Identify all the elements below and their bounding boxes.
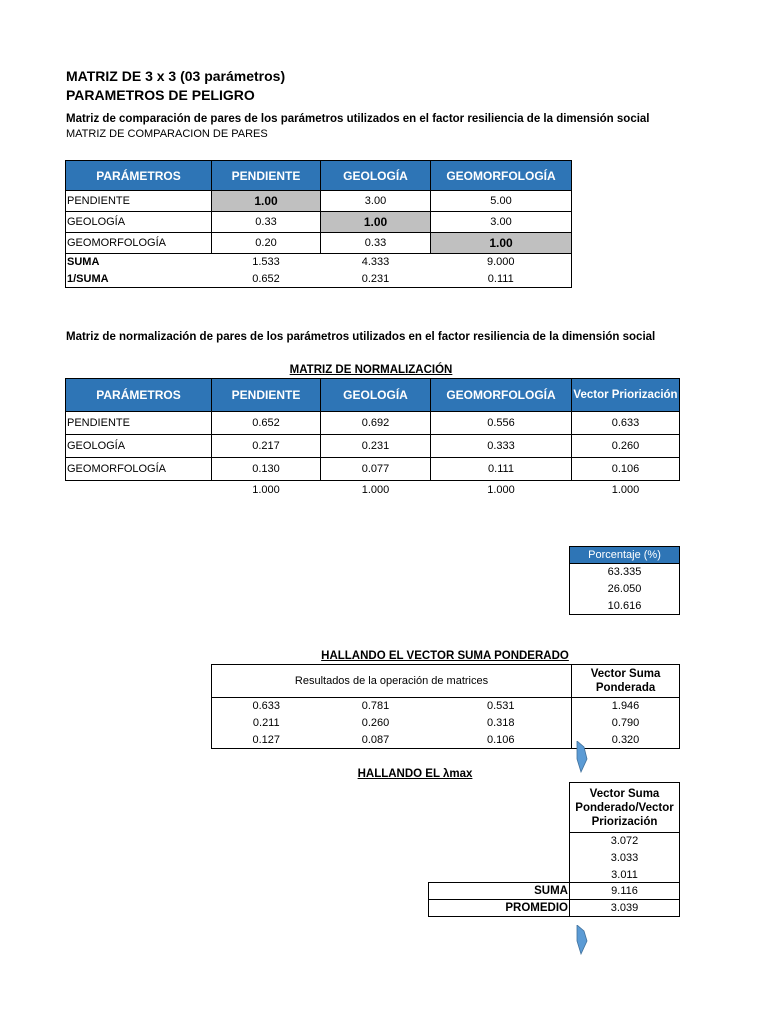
cell-value: 9.000 <box>431 254 572 271</box>
cell-value: 1.000 <box>611 484 640 497</box>
table-row <box>66 233 572 254</box>
suma-label: SUMA <box>429 883 570 900</box>
col-header-geomorfologia: GEOMORFOLOGÍA <box>431 379 572 412</box>
cell-value: 1.000 <box>252 484 280 497</box>
col-header-pendiente: PENDIENTE <box>212 161 321 191</box>
weighted-sum-title: HALLANDO EL VECTOR SUMA PONDERADO <box>321 650 569 662</box>
comparison-description: Matriz de comparación de pares de los parámetros utilizados en el factor resiliencia de la dimensión social <box>66 113 650 125</box>
cell-value: 1.533 <box>252 256 280 269</box>
cell-value: 0.781 <box>361 700 390 713</box>
cell-value: 0.106 <box>572 458 680 481</box>
comparison-matrix-table <box>65 160 572 288</box>
cell-value: 0.087 <box>321 732 431 749</box>
table-row <box>212 715 680 732</box>
col-header-geomorfologia: GEOMORFOLOGÍA <box>431 161 572 191</box>
cell-value: 0.320 <box>572 732 680 749</box>
cell-value: 0.111 <box>431 458 572 481</box>
percentage-header: Porcentaje (%) <box>570 547 680 564</box>
normalization-matrix-table <box>65 378 680 500</box>
table-row <box>212 732 680 749</box>
row-label: PENDIENTE <box>66 191 212 212</box>
row-label: GEOMORFOLOGÍA <box>66 233 212 254</box>
cell-value: 0.633 <box>572 412 680 435</box>
cell-value: 0.556 <box>431 412 572 435</box>
inverse-suma-row <box>66 271 572 288</box>
table-row <box>66 458 680 481</box>
col-header-vector-priorizacion: Vector Priorización <box>572 379 680 412</box>
suma-row <box>66 254 572 271</box>
promedio-label: PROMEDIO <box>429 900 570 917</box>
percentage-value: 63.335 <box>570 564 680 581</box>
cell-value: 0.106 <box>431 732 572 749</box>
matrix-operation-header: Resultados de la operación de matrices <box>212 665 572 698</box>
lambda-ratio-header: Vector Suma Ponderado/Vector Priorización <box>570 783 680 833</box>
totals-row <box>66 481 680 500</box>
cell-value: 0.318 <box>487 717 515 729</box>
table-row <box>66 435 680 458</box>
cell-value: 0.077 <box>321 458 431 481</box>
cell-value: 0.333 <box>431 435 572 458</box>
lambda-table <box>569 782 680 884</box>
cell-value: 0.20 <box>212 233 321 254</box>
percentage-value: 26.050 <box>570 581 680 598</box>
cell-value: 1.000 <box>361 484 390 497</box>
lambda-ratio-value: 3.033 <box>570 850 680 867</box>
cell-value: 4.333 <box>361 256 390 269</box>
cell-value: 0.531 <box>487 700 515 713</box>
cell-value: 0.130 <box>212 458 321 481</box>
normalization-title: MATRIZ DE NORMALIZACIÓN <box>289 364 453 376</box>
row-label: PENDIENTE <box>66 412 212 435</box>
cell-value: 1.00 <box>431 233 572 254</box>
cell-value: 0.111 <box>431 271 572 288</box>
row-label: GEOMORFOLOGÍA <box>66 458 212 481</box>
lambda-ratio-value: 3.011 <box>570 867 680 884</box>
cell-value: 0.231 <box>321 435 431 458</box>
cell-value: 0.33 <box>212 212 321 233</box>
cell-value: 0.692 <box>321 412 431 435</box>
matrix-size-title: MATRIZ DE 3 x 3 (03 parámetros) <box>66 68 286 84</box>
cell-value: 0.127 <box>212 732 321 749</box>
cell-value: 3.00 <box>321 191 431 212</box>
percentage-value: 10.616 <box>570 598 680 615</box>
row-label: GEOLOGÍA <box>66 435 212 458</box>
row-label: GEOLOGÍA <box>66 212 212 233</box>
cell-value: 1.00 <box>212 191 321 212</box>
normalization-description: Matriz de normalización de pares de los parámetros utilizados en el factor resiliencia de la dimensión social <box>66 331 656 343</box>
down-arrow-icon <box>575 741 589 773</box>
cell-value: 1.00 <box>321 212 431 233</box>
lambda-summary-table <box>428 882 680 917</box>
col-header-pendiente: PENDIENTE <box>212 379 321 412</box>
cell-value: 1.000 <box>487 484 515 497</box>
table-row <box>66 412 680 435</box>
percentage-table <box>569 546 680 615</box>
cell-value: 0.33 <box>321 233 431 254</box>
cell-value: 5.00 <box>431 191 572 212</box>
col-header-geologia: GEOLOGÍA <box>321 161 431 191</box>
cell-value: 3.00 <box>431 212 572 233</box>
cell-value: 0.633 <box>212 698 321 715</box>
suma-label: SUMA <box>66 254 212 271</box>
table-row <box>66 191 572 212</box>
hazard-parameters-title: PARAMETROS DE PELIGRO <box>66 87 255 103</box>
cell-value: 0.260 <box>572 435 680 458</box>
cell-value: 1.946 <box>572 698 680 715</box>
weighted-sum-vector-header: Vector Suma Ponderada <box>572 665 680 698</box>
cell-value: 0.231 <box>321 271 431 288</box>
table-row <box>66 212 572 233</box>
comparison-matrix-subtitle: MATRIZ DE COMPARACION DE PARES <box>66 128 268 140</box>
cell-value: 0.260 <box>361 717 390 729</box>
cell-value: 0.217 <box>212 435 321 458</box>
cell-value: 0.652 <box>212 271 321 288</box>
cell-value: 0.211 <box>212 715 321 732</box>
promedio-value: 3.039 <box>570 900 680 917</box>
col-header-parametros: PARÁMETROS <box>66 379 212 412</box>
lambda-ratio-value: 3.072 <box>570 833 680 850</box>
down-arrow-icon <box>575 925 589 955</box>
inverse-suma-label: 1/SUMA <box>66 271 212 288</box>
cell-value: 0.790 <box>572 715 680 732</box>
col-header-geologia: GEOLOGÍA <box>321 379 431 412</box>
table-row <box>212 698 680 715</box>
weighted-sum-table <box>211 664 680 749</box>
suma-value: 9.116 <box>570 883 680 900</box>
cell-value: 0.652 <box>212 412 321 435</box>
col-header-parametros: PARÁMETROS <box>66 161 212 191</box>
lambda-max-title: HALLANDO EL λmax <box>357 768 473 780</box>
